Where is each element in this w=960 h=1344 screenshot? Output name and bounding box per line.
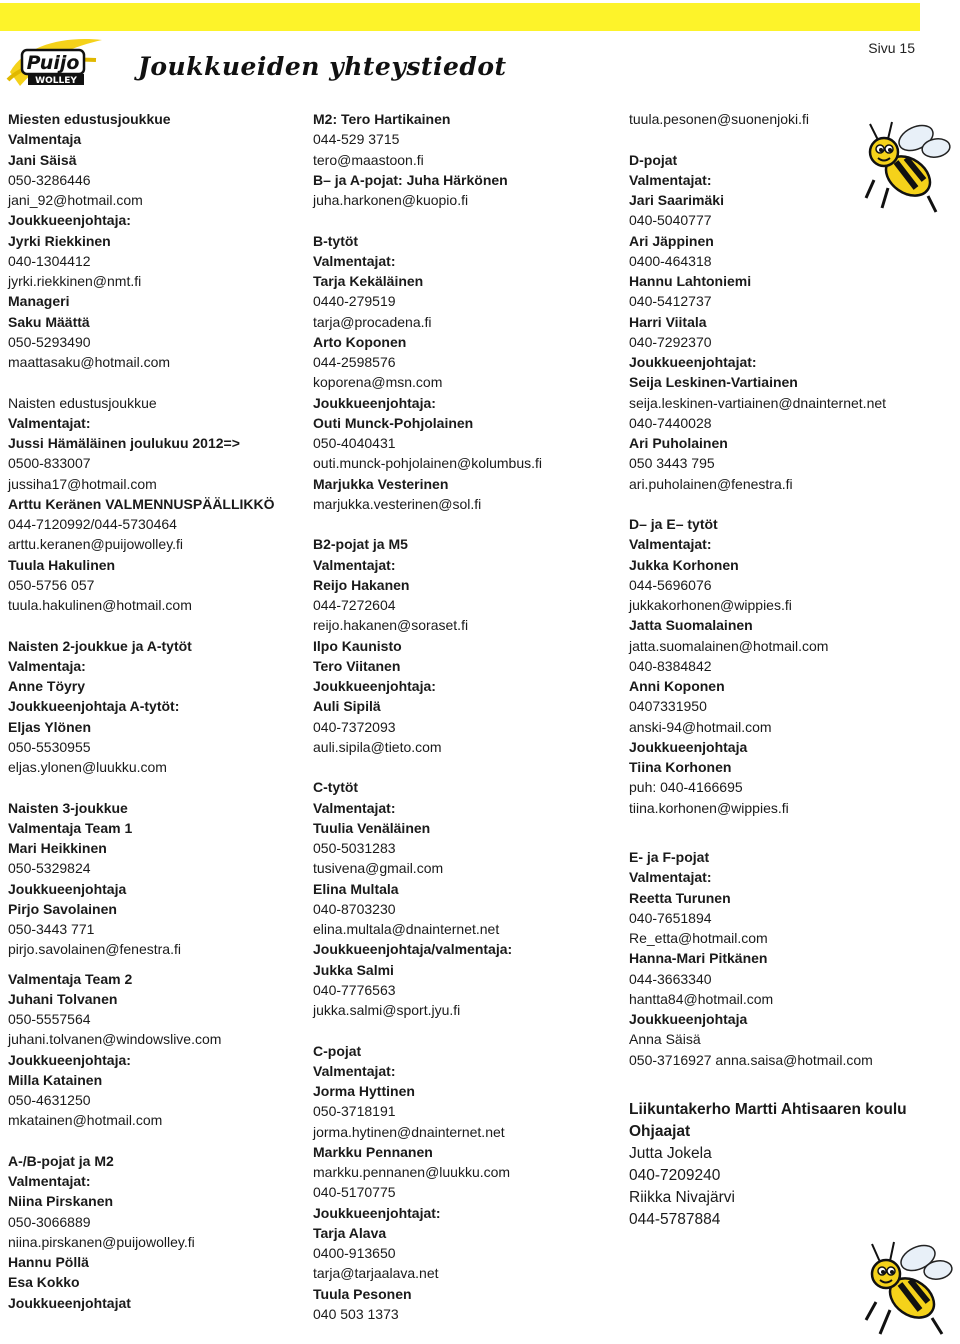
team-heading: D– ja E– tytöt <box>629 516 718 532</box>
phone-number: 044-3663340 <box>629 970 712 987</box>
role-label: Valmentajat: <box>8 1173 91 1189</box>
contact-name: Ilpo Kaunisto <box>313 637 402 654</box>
phone-number: 040-7776563 <box>313 981 396 998</box>
contact-name: Arto Koponen <box>313 333 407 350</box>
phone-number: 0407331950 <box>629 698 707 715</box>
role-label: Valmentajat: <box>313 252 396 269</box>
contact-name: Tuula Pesonen <box>313 1285 412 1302</box>
spacer <box>8 777 303 797</box>
phone-number: 040-7292370 <box>629 333 712 350</box>
role-label: Joukkueenjohtajat: <box>629 354 757 370</box>
role-label: Ohjaajat <box>629 1123 691 1140</box>
phone-number: 050-5329824 <box>8 860 91 877</box>
email-address: tusivena@gmail.com <box>313 860 444 877</box>
contact-name: Juhani Tolvanen <box>8 990 118 1007</box>
team-heading: E- ja F-pojat <box>629 849 710 865</box>
contact-name: Tuula Hakulinen <box>8 556 116 573</box>
contact-name: Hanna-Mari Pitkänen <box>629 950 768 967</box>
phone-number: 050-5756 057 <box>8 576 95 593</box>
role-label: Valmentajat: <box>629 171 712 188</box>
spacer <box>313 1020 618 1040</box>
contact-name: Riikka Nivajärvi <box>629 1189 735 1206</box>
role-label: Joukkueenjohtaja/valmentaja: <box>313 941 513 958</box>
phone-number: 050-5530955 <box>8 738 91 755</box>
email-address: anski-94@hotmail.com <box>629 718 772 735</box>
phone-number: 040-5412737 <box>629 293 712 310</box>
contact-name: Tarja Alava <box>313 1224 387 1241</box>
contact-name: Jutta Jokela <box>629 1145 712 1162</box>
logo-text-puijo: Puijo <box>26 52 80 74</box>
email-address: jyrki.riekkinen@nmt.fi <box>8 273 142 289</box>
bee-mascot-icon <box>860 1234 956 1340</box>
email-address: outi.munck-pohjolainen@kolumbus.fi <box>313 455 542 472</box>
spacer <box>313 757 618 777</box>
contact-name: Milla Katainen <box>8 1071 103 1088</box>
team-heading: B2-pojat ja M5 <box>313 536 408 553</box>
contact-name: Elina Multala <box>313 880 399 897</box>
phone-number: 050-4040431 <box>313 435 396 451</box>
phone-number: 044-7272604 <box>313 597 396 613</box>
contact-name: Jani Säisä <box>8 151 77 168</box>
contact-name: Seija Leskinen-Vartiainen <box>629 374 798 391</box>
contact-name: Niina Pirskanen <box>8 1193 114 1210</box>
contact-name: Reijo Hakanen <box>313 576 410 593</box>
contact-name: Marjukka Vesterinen <box>313 475 449 492</box>
email-address: Re_etta@hotmail.com <box>629 930 768 946</box>
phone-number: 040-5040777 <box>629 212 712 229</box>
phone-number: 0400-464318 <box>629 252 712 269</box>
email-address: tuula.hakulinen@hotmail.com <box>8 597 192 613</box>
email-address: tiina.korhonen@wippies.fi <box>629 799 789 816</box>
contact-name: Tarja Kekäläinen <box>313 273 424 289</box>
contact-name: M2: Tero Hartikainen <box>313 111 451 127</box>
email-address: jorma.hytinen@dnainternet.net <box>313 1123 505 1140</box>
contact-name: Harri Viitala <box>629 313 707 330</box>
phone-number: 050-4631250 <box>8 1092 91 1108</box>
phone-number: 0400-913650 <box>313 1245 396 1261</box>
role-label: Manageri <box>8 293 70 310</box>
phone-number: 050-3443 771 <box>8 921 95 937</box>
role-label: Joukkueenjohtaja A-tytöt: <box>8 698 180 715</box>
contact-name: Jukka Korhonen <box>629 556 739 573</box>
contact-name: Esa Kokko <box>8 1274 80 1291</box>
email-address: elina.multala@dnainternet.net <box>313 921 500 937</box>
email-address: tarja@tarjaalava.net <box>313 1265 439 1282</box>
role-label: Valmentaja: <box>8 657 86 674</box>
role-label: Joukkueenjohtaja: <box>8 1051 131 1068</box>
phone-number: 040-7209240 <box>629 1167 721 1184</box>
spacer <box>8 1131 303 1151</box>
phone-number: 0440-279519 <box>313 293 396 310</box>
role-label: Valmentaja Team 2 <box>8 970 133 987</box>
spacer <box>629 1090 929 1099</box>
team-heading: B-tytöt <box>313 232 359 249</box>
contacts-column-1 <box>8 109 303 1313</box>
email-address: niina.pirskanen@puijowolley.fi <box>8 1233 195 1250</box>
spacer <box>629 818 929 838</box>
role-label: Joukkueenjohtajat <box>8 1294 131 1311</box>
role-label: Joukkueenjohtaja: <box>313 394 436 411</box>
contact-name: Arttu Keränen VALMENNUSPÄÄLLIKKÖ <box>8 495 275 512</box>
role-label: Valmentajat: <box>629 536 712 553</box>
spacer <box>8 372 303 392</box>
team-heading: A-/B-pojat ja M2 <box>8 1152 114 1169</box>
phone-number: 0500-833007 <box>8 455 91 472</box>
phone-number: 040-8384842 <box>629 657 712 674</box>
phone-number: 044-2598576 <box>313 354 396 370</box>
phone-number: 040-8703230 <box>313 900 396 917</box>
email-address: auli.sipila@tieto.com <box>313 738 442 755</box>
contact-name: Jyrki Riekkinen <box>8 232 111 249</box>
contact-name: Ari Puholainen <box>629 435 728 451</box>
contact-name: Outi Munck-Pohjolainen <box>313 414 474 431</box>
contact-name: Anni Koponen <box>629 678 725 694</box>
email-address: jukka.salmi@sport.jyu.fi <box>313 1002 461 1018</box>
role-label: Valmentaja <box>8 131 82 148</box>
email-address: reijo.hakanen@soraset.fi <box>313 617 469 634</box>
team-heading: D-pojat <box>629 151 678 168</box>
email-address: arttu.keranen@puijowolley.fi <box>8 536 184 553</box>
team-heading: Naisten edustusjoukkue <box>8 394 157 411</box>
page-title: Joukkueiden yhteystiedot <box>138 52 507 81</box>
contact-name: Jussi Hämäläinen joulukuu 2012=> <box>8 435 240 451</box>
role-label: Valmentajat: <box>313 556 396 573</box>
email-address: jussiha17@hotmail.com <box>8 475 157 492</box>
spacer <box>313 210 618 230</box>
contact-name: Reetta Turunen <box>629 889 731 906</box>
phone-number: 050-5557564 <box>8 1011 91 1027</box>
email-address: eljas.ylonen@luukku.com <box>8 759 167 775</box>
contact-name: Anna Säisä <box>629 1031 701 1048</box>
email-address: juha.harkonen@kuopio.fi <box>313 192 469 208</box>
email-address: seija.leskinen-vartiainen@dnainternet.net <box>629 394 887 411</box>
role-label: Joukkueenjohtaja: <box>313 678 436 694</box>
spacer <box>8 615 303 635</box>
role-label: Valmentajat: <box>629 869 712 886</box>
phone-number: 040-7440028 <box>629 414 712 431</box>
page-number: Sivu 15 <box>868 40 915 56</box>
email-address: ari.puholainen@fenestra.fi <box>629 475 793 492</box>
contact-name: Anne Töyry <box>8 678 86 694</box>
phone-number: 050-3718191 <box>313 1103 396 1120</box>
role-label: Valmentaja Team 1 <box>8 819 133 836</box>
contacts-column-3 <box>629 109 929 1231</box>
team-heading: Miesten edustusjoukkue <box>8 111 171 127</box>
contact-name: Jukka Salmi <box>313 961 394 978</box>
email-address: jatta.suomalainen@hotmail.com <box>629 637 829 654</box>
role-label: Joukkueenjohtajat: <box>313 1204 441 1221</box>
spacer <box>8 960 303 969</box>
team-heading: C-pojat <box>313 1042 362 1059</box>
phone-number: 044-5787884 <box>629 1211 721 1228</box>
logo-text-wolley: WOLLEY <box>35 76 77 86</box>
phone-number: 050-5031283 <box>313 840 396 856</box>
email-address: marjukka.vesterinen@sol.fi <box>313 495 482 512</box>
contact-name: Hannu Pöllä <box>8 1254 89 1270</box>
team-heading: Naisten 2-joukkue ja A-tytöt <box>8 637 192 654</box>
email-address: juhani.tolvanen@windowslive.com <box>8 1031 222 1048</box>
contact-name: Saku Määttä <box>8 313 90 330</box>
team-heading: C-tytöt <box>313 779 359 796</box>
email-address: pirjo.savolainen@fenestra.fi <box>8 941 181 958</box>
spacer <box>313 514 618 534</box>
contact-name: Auli Sipilä <box>313 698 381 715</box>
phone-number: 040-7651894 <box>629 909 712 926</box>
header-yellow-bar <box>0 3 920 31</box>
phone-number: 040 503 1373 <box>313 1305 399 1322</box>
email-address: hantta84@hotmail.com <box>629 990 774 1007</box>
contact-name: Markku Pennanen <box>313 1143 433 1160</box>
team-heading: Naisten 3-joukkue <box>8 799 128 816</box>
phone-number: 040-5170775 <box>313 1184 396 1201</box>
phone-number: 050 3443 795 <box>629 455 715 472</box>
contacts-column-2 <box>313 109 618 1324</box>
role-label: Valmentajat: <box>313 1062 396 1079</box>
role-label: Valmentajat: <box>313 799 396 816</box>
email-address: mkatainen@hotmail.com <box>8 1112 163 1129</box>
email-address: jukkakorhonen@wippies.fi <box>629 597 792 613</box>
bee-mascot-icon <box>858 118 954 216</box>
contact-name: Ari Jäppinen <box>629 232 714 249</box>
email-address: markku.pennanen@luukku.com <box>313 1164 511 1180</box>
role-label: Joukkueenjohtaja <box>8 880 127 897</box>
phone-and-email: 050-3716927 anna.saisa@hotmail.com <box>629 1051 873 1068</box>
contact-name: Jatta Suomalainen <box>629 617 753 634</box>
email-address: maattasaku@hotmail.com <box>8 354 171 370</box>
role-label: Joukkueenjohtaja <box>629 1011 748 1027</box>
contact-name: Pirjo Savolainen <box>8 900 117 917</box>
contact-name: Hannu Lahtoniemi <box>629 273 752 289</box>
team-heading: Liikuntakerho Martti Ahtisaaren koulu <box>629 1101 907 1118</box>
email-address: koporena@msn.com <box>313 374 443 391</box>
phone-number: 044-529 3715 <box>313 131 400 148</box>
phone-number: 050-5293490 <box>8 333 91 350</box>
contact-name: Eljas Ylönen <box>8 718 91 735</box>
contact-name: B– ja A-pojat: Juha Härkönen <box>313 171 508 188</box>
role-label: Valmentajat: <box>8 414 91 431</box>
email-address: tarja@procadena.fi <box>313 313 432 330</box>
spacer <box>629 838 929 847</box>
phone-number: 044-7120992/044-5730464 <box>8 516 177 532</box>
phone-number: 050-3286446 <box>8 171 91 188</box>
role-label: Joukkueenjohtaja <box>629 738 748 755</box>
contact-name: Tiina Korhonen <box>629 759 732 775</box>
phone-number: 040-1304412 <box>8 252 91 269</box>
phone-number: 044-5696076 <box>629 576 712 593</box>
contact-name: Tuulia Venäläinen <box>313 819 431 836</box>
email-address: tuula.pesonen@suonenjoki.fi <box>629 111 810 127</box>
email-address: jani_92@hotmail.com <box>8 192 143 208</box>
role-label: Joukkueenjohtaja: <box>8 212 131 229</box>
contact-name: Mari Heikkinen <box>8 840 107 856</box>
phone-number: 040-7372093 <box>313 718 396 735</box>
phone-number: puh: 040-4166695 <box>629 779 743 796</box>
contact-name: Tero Viitanen <box>313 657 401 674</box>
email-address: tero@maastoon.fi <box>313 151 424 168</box>
contact-name: Jari Saarimäki <box>629 192 724 208</box>
contact-name: Jorma Hyttinen <box>313 1083 415 1099</box>
spacer <box>629 494 929 514</box>
puijo-wolley-logo <box>6 34 106 98</box>
spacer <box>629 1070 929 1090</box>
phone-number: 050-3066889 <box>8 1213 91 1230</box>
